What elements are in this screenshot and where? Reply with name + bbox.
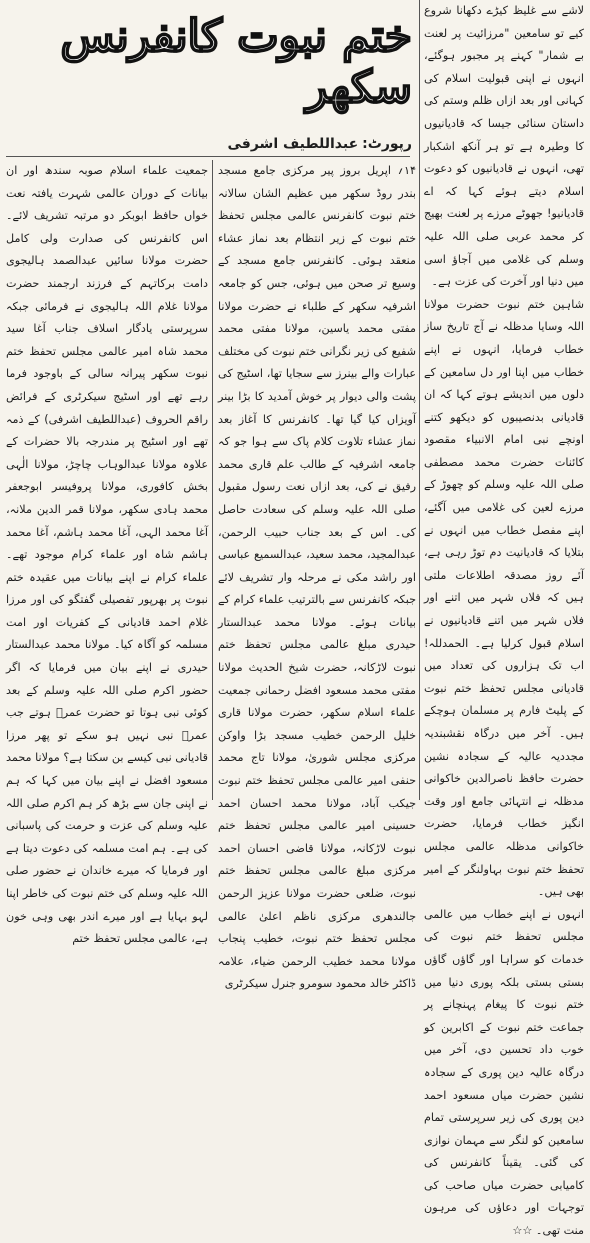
byline-author: عبداللطیف اشرفی (227, 136, 359, 152)
paragraph: انہوں نے اپنے خطاب میں عالمی مجلس تحفظ ختم نبوت کی خدمات کو سراہا اور گاؤں گاؤں بستی بستی بلکہ پوری دنیا میں ختم نبوت کا پیغام پہنچانے پر جماعت ختم نبوت کے اکابرین کو خوب داد تحسین دی، آخر میں درگاہ عالیہ دین پوری کے سجادہ نشین حضرت میاں مسعود احمد دین پوری کی زیر سرپرستی تمام سامعین کو لنگر سے مہمان نوازی کی گئی۔ یقیناً کانفرنس کی کامیابی حضرت میاں صاحب کی توجہات اور دعاؤں کی مرہون منت تھی۔ ☆☆ (424, 907, 584, 1238)
paragraph: لاشے سے غلیظ کیڑے دکھانا شروع کیے تو سامعین "مرزائیت پر لعنت بے شمار" کہنے پر مجبور ہوگئے، انہوں نے اپنی قبولیت اسلام کی کہانی اور بعد ازاں ظلم وستم کی داستان سنائی جیسا کہ قادیانیوں کا وطیرہ ہے تو ہر آنکھ اشکبار تھی، انہوں نے قادیانیوں کو دعوت اسلام دیتے ہوئے کہا کہ اے قادیانیو! جھوٹے مرزے پر لعنت بھیج کر محمد عربی صلی اللہ علیہ وسلم کی غلامی میں آجاؤ اسی میں دنیا اور آخرت کی عزت ہے۔ (424, 4, 584, 289)
headline (20, 4, 412, 120)
paragraph: شاہین ختم نبوت حضرت مولانا اللہ وسایا مدظلہ نے آج تاریخ ساز خطاب فرمایا، انہوں نے اپنے خطاب میں اپنا اور دل سامعین کے دلوں میں اندیشے ہوتے کہا کہ ان قادیانی بدنصیبوں کو دیکھو کتنے اونچے نبی امام الانبیاء مقصود کائنات حضرت محمد مصطفی صلی اللہ علیہ وسلم کو چھوڑ کے مرزے لعین کی غلامی میں آگئے، اپنے مفصل خطاب میں انہوں نے بتلایا کہ قادیانیت دم توڑ رہی ہے، آئے روز مصدقہ اطلاعات ملتی ہیں کہ فلاں شہر میں اتنے اور فلاں شہر میں اتنے قادیانیوں نے اسلام قبول کرلیا ہے۔ الحمدللہ! اب تک ہزاروں کی تعداد میں قادیانی مجلس تحفظ ختم نبوت کے پلیٹ فارم پر مسلمان ہوچکے ہیں۔ آخر میں درگاہ نقشبندیہ مجددیہ عالیہ کے سجادہ نشین حضرت حافظ ناصرالدین خاکوانی مدظلہ نے انتہائی جامع اور وقت انگیز خطاب فرمایا، حضرت خاکوانی مدظلہ عالمی مجلس تحفظ ختم نبوت بہاولنگر کے امیر بھی ہیں۔ (424, 297, 584, 899)
byline (24, 132, 412, 156)
paragraph: جمعیت علماء اسلام صوبہ سندھ اور ان بیانات کے دوران عالمی شہرت یافتہ نعت خواں حافظ ابوبکر دو مرتبہ تشریف لائے۔ اس کانفرنس کی صدارت ولی کامل حضرت مولانا سائیں عبدالصمد ہالیجوی دامت برکاتہم کے فرزند ارجمند حضرت مولانا غلام اللہ ہالیجوی نے فرمائی جبکہ سرپرستی یادگار اسلاف جناب آغا سید محمد شاہ امیر عالمی مجلس تحفظ ختم نبوت سکھر پیرانہ سالی کے باوجود فرما رہے تھے اور اسٹیج سیکرٹری کے فرائض راقم الحروف (عبداللطیف اشرفی) کے ذمہ تھے اور اسٹیج پر مندرجہ بالا حضرات کے علاوہ مولانا عبدالوہاب چاچڑ، مولانا الٰہی بخش کافوری، مولانا پروفیسر ابوجعفر محمد ہادی سکھر، مولانا قمر الدین ملانہ، آغا محمد الہی، آغا محمد ہاشم، آغا محمد ہاشم شاہ اور علماء کرام موجود تھے۔ علماء کرام نے اپنے بیانات میں عقیدہ ختم نبوت پر بھرپور تفصیلی گفتگو کی اور مرزا غلام احمد قادیانی کے کفریات اور امت مسلمہ کو آگاہ کیا۔ مولانا محمد عبدالستار حیدری نے اپنے بیان میں فرمایا کہ اگر حضور اکرم صلی اللہ علیہ وسلم کے بعد کوئی نبی ہوتا تو حضرت عمرؓ ہوتے جب عمرؓ نبی نہیں ہو سکے تو پھر مرزا قادیانی نبی کیسے بن سکتا ہے؟ مولانا محمد مسعود افضل نے اپنے بیان میں کہا کہ ہم نے اپنی جان سے بڑھ کر ہم اکرم صلی اللہ علیہ وسلم کی عزت و حرمت کی پاسبانی کی ہے۔ ہم امت مسلمہ کی دعوت دیتا ہے اور فرمایا کہ میرے خاندان نے حضور صلی اللہ علیہ وسلم کی ختم نبوت کی خاطر اپنا لہو بہایا ہے اور میرے اندر بھی وہی خون ہے، عالمی مجلس تحفظ ختم (6, 164, 208, 946)
column-divider (212, 160, 213, 800)
headline-text: ختم نبوت کانفرنس سکھر (60, 11, 412, 113)
column-divider (419, 0, 420, 800)
byline-divider (6, 156, 410, 157)
article-column-left (6, 160, 208, 946)
byline-label: رپورٹ: (362, 136, 412, 152)
article-column-right (424, 0, 584, 1238)
paragraph: ۱۴؍ اپریل بروز پیر مرکزی جامع مسجد بندر روڈ سکھر میں عظیم الشان سالانہ ختم نبوت کانفرنس عالمی مجلس تحفظ ختم نبوت کے زیر انتظام بعد نماز عشاء منعقد ہوئی۔ کانفرنس جامع مسجد کے وسیع تر صحن میں ہوئی، جس کو جامعہ اشرفیہ سکھر کے طلباء نے حضرت مولانا مفتی محمد یاسین، مولانا مفتی محمد شفیع کی زیر نگرانی ختم نبوت کی مختلف عبارات والے بینرز سے سجایا تھا، اسٹیج کی پشت والی دیوار پر خوش آمدید کا بڑا بینر آویزاں کیا گیا تھا۔ کانفرنس کا آغاز بعد نماز عشاء تلاوت کلام پاک سے ہوا جو کہ جامعہ اشرفیہ کے طالب علم قاری محمد رفیق نے کی، بعد ازاں نعت رسول مقبول صلی اللہ علیہ وسلم کی سعادت حاصل کی۔ اس کے بعد جناب حبیب الرحمن، عبدالمجید، محمد سعید، عبدالسمیع عباسی اور راشد مکی نے مرحلہ وار تشریف لائے جبکہ کانفرنس سے بالترتیب علماء کرام کے بیانات ہوئے۔ مولانا محمد عبدالستار حیدری مبلغ عالمی مجلس تحفظ ختم نبوت لاڑکانہ، حضرت شیخ الحدیث مولانا مفتی محمد مسعود افضل رحمانی جمعیت علماء اسلام سکھر، حضرت مولانا قاری خلیل الرحمن خطیب مسجد بڑا واوکن مرکزی مجلس شوریٰ، مولانا تاج محمد حنفی امیر عالمی مجلس تحفظ ختم نبوت جیکب آباد، مولانا محمد احسان احمد حسینی امیر عالمی مجلس تحفظ ختم نبوت لاڑکانہ، مولانا قاضی احسان احمد مرکزی مبلغ عالمی مجلس تحفظ ختم نبوت، ضلعی حضرت مولانا عزیز الرحمن جالندھری مرکزی ناظم اعلیٰ عالمی مجلس تحفظ ختم نبوت، خطیب پنجاب مولانا محمد خطیب الرحمن ضیاء، علامہ ڈاکٹر خالد محمود سومرو جنرل سیکرٹری (218, 164, 416, 991)
article-column-middle (218, 160, 416, 991)
